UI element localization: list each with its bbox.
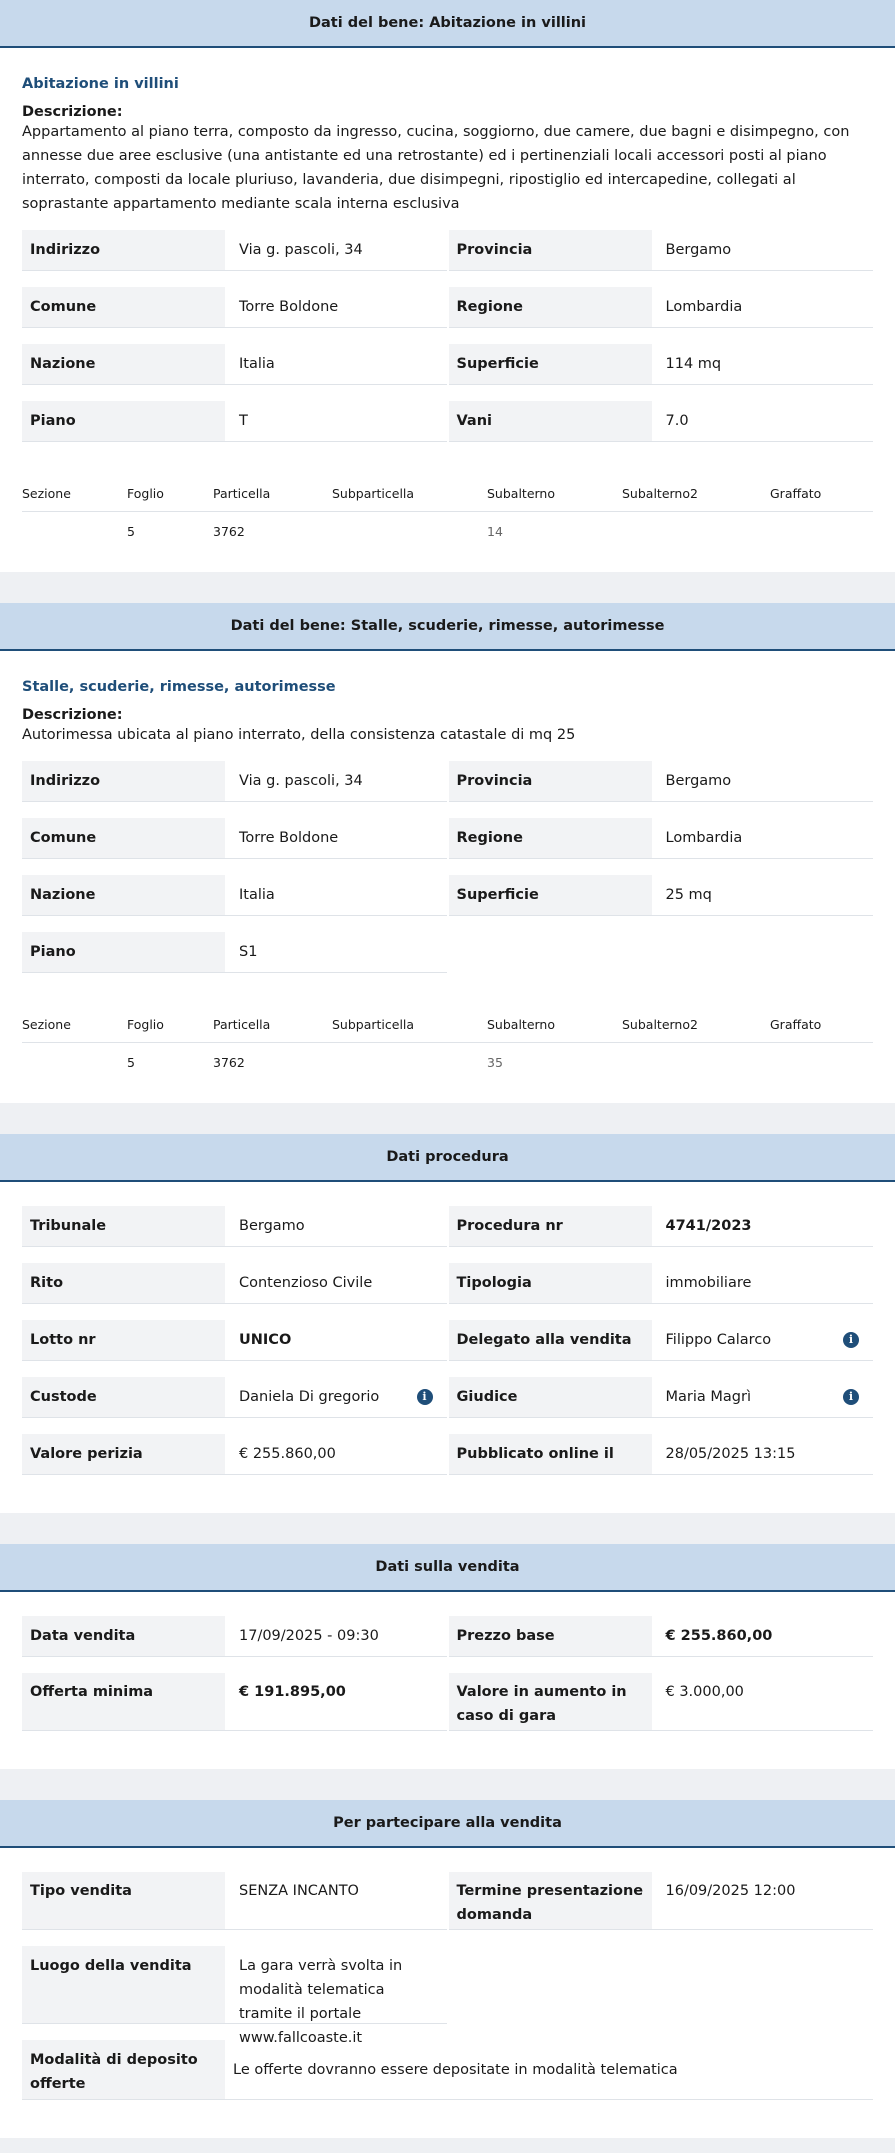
field-value bbox=[652, 1377, 874, 1417]
catasto-col-particella: Particella bbox=[213, 486, 271, 501]
field-procedura-nr bbox=[449, 1206, 874, 1247]
procedura-header: Dati procedura bbox=[0, 1134, 895, 1182]
field-label: Superficie bbox=[449, 344, 652, 384]
catasto-cell: 5 bbox=[127, 523, 135, 539]
info-icon[interactable]: i bbox=[417, 1389, 433, 1405]
catasto-col-subparticella: Subparticella bbox=[332, 486, 415, 501]
field-value: La gara verrà svolta in modalità telematica tramite il portale www.fallcoaste.it bbox=[239, 1958, 403, 2046]
catasto-col-graffato: Graffato bbox=[770, 1017, 822, 1032]
field-tipo-vendita bbox=[22, 1872, 447, 1930]
bene-card-2 bbox=[0, 603, 895, 1103]
giudice-name: Maria Magrì bbox=[665, 1389, 751, 1405]
field-label: Procedura nr bbox=[449, 1206, 652, 1246]
field-label: Regione bbox=[449, 818, 652, 858]
field-value: € 255.860,00 bbox=[239, 1446, 336, 1462]
field-value: SENZA INCANTO bbox=[239, 1883, 359, 1899]
field-value: Lombardia bbox=[665, 830, 743, 846]
catasto-cell: 14 bbox=[487, 523, 503, 539]
catasto-col-foglio: Foglio bbox=[127, 1017, 164, 1032]
field-comune bbox=[22, 287, 447, 328]
field-label: Indirizzo bbox=[22, 761, 225, 801]
field-modalita-deposito bbox=[22, 2040, 873, 2100]
field-label: Offerta minima bbox=[22, 1673, 225, 1730]
field-value: S1 bbox=[239, 944, 258, 960]
field-piano bbox=[22, 932, 447, 973]
catasto-col-subalterno: Subalterno bbox=[487, 486, 556, 501]
field-provincia bbox=[449, 761, 874, 802]
field-comune bbox=[22, 818, 447, 859]
field-nazione bbox=[22, 875, 447, 916]
catasto-col-particella: Particella bbox=[213, 1017, 271, 1032]
field-data-vendita bbox=[22, 1616, 447, 1657]
field-value: Via g. pascoli, 34 bbox=[239, 773, 363, 789]
catasto-col-sezione: Sezione bbox=[22, 1017, 71, 1032]
catasto-col-graffato: Graffato bbox=[770, 486, 822, 501]
catasto-cell: 35 bbox=[487, 1054, 503, 1070]
procedura-card bbox=[0, 1134, 895, 1513]
field-value: Torre Boldone bbox=[239, 830, 339, 846]
field-tipologia bbox=[449, 1263, 874, 1304]
field-label: Pubblicato online il bbox=[449, 1434, 652, 1474]
field-piano bbox=[22, 401, 447, 442]
field-label: Piano bbox=[22, 932, 225, 972]
field-value: € 191.895,00 bbox=[239, 1684, 346, 1700]
field-label: Tipo vendita bbox=[22, 1872, 225, 1929]
field-value: Le offerte dovranno essere depositate in modalità telematica bbox=[233, 2061, 678, 2078]
field-value: 16/09/2025 12:00 bbox=[665, 1883, 796, 1899]
field-label: Nazione bbox=[22, 344, 225, 384]
field-custode bbox=[22, 1377, 447, 1418]
field-superficie bbox=[449, 344, 874, 385]
field-label: Luogo della vendita bbox=[22, 1946, 225, 2023]
bene-title: Abitazione in villini bbox=[22, 76, 179, 92]
field-label: Tribunale bbox=[22, 1206, 225, 1246]
field-label: Comune bbox=[22, 287, 225, 327]
field-label: Giudice bbox=[449, 1377, 652, 1417]
field-label: Piano bbox=[22, 401, 225, 441]
field-tribunale bbox=[22, 1206, 447, 1247]
field-giudice bbox=[449, 1377, 874, 1418]
field-value: immobiliare bbox=[665, 1275, 752, 1291]
vendita-card bbox=[0, 1544, 895, 1769]
field-value: 17/09/2025 - 09:30 bbox=[239, 1628, 379, 1644]
bene-header: Dati del bene: Abitazione in villini bbox=[0, 0, 895, 48]
info-icon[interactable]: i bbox=[843, 1389, 859, 1405]
field-label: Vani bbox=[449, 401, 652, 441]
catasto-cell: 5 bbox=[127, 1054, 135, 1070]
field-value bbox=[652, 1320, 874, 1360]
field-value: T bbox=[239, 413, 248, 429]
field-label: Superficie bbox=[449, 875, 652, 915]
catasto-header-row bbox=[22, 476, 873, 512]
info-icon[interactable]: i bbox=[843, 1332, 859, 1348]
field-value: € 3.000,00 bbox=[665, 1684, 744, 1700]
field-label: Lotto nr bbox=[22, 1320, 225, 1360]
catasto-header-row bbox=[22, 1007, 873, 1043]
field-vani bbox=[449, 401, 874, 442]
field-value: 7.0 bbox=[665, 413, 689, 429]
description-label: Descrizione: bbox=[22, 104, 123, 120]
field-regione bbox=[449, 287, 874, 328]
description-text: Appartamento al piano terra, composto da ingresso, cucina, soggiorno, due camere, due bagni e disimpegno, con annesse due aree esclusive (una antistante ed una retrostante) ed i pertinenziali locali accessori posti al piano interrato, composti da locale pluriuso, lavanderia, due disimpegni, ripostiglio ed intercapedine, collegati al soprastante appartamento mediante scala interna esclusiva bbox=[22, 124, 850, 212]
catasto-col-subalterno2: Subalterno2 bbox=[622, 1017, 698, 1032]
catasto-cell: 3762 bbox=[213, 1054, 245, 1070]
field-delegato bbox=[449, 1320, 874, 1361]
description-text: Autorimessa ubicata al piano interrato, della consistenza catastale di mq 25 bbox=[22, 727, 576, 743]
field-value bbox=[225, 1377, 447, 1417]
partecipare-card bbox=[0, 1800, 895, 2138]
field-value: Bergamo bbox=[239, 1218, 305, 1234]
field-indirizzo bbox=[22, 761, 447, 802]
catasto-row bbox=[22, 1043, 873, 1081]
field-label: Rito bbox=[22, 1263, 225, 1303]
field-value: Bergamo bbox=[665, 773, 732, 789]
custode-name: Daniela Di gregorio bbox=[239, 1389, 380, 1405]
field-label: Provincia bbox=[449, 230, 652, 270]
field-value: 114 mq bbox=[665, 356, 722, 372]
field-label: Termine presentazione domanda bbox=[449, 1872, 652, 1929]
field-value: UNICO bbox=[239, 1332, 292, 1348]
field-label: Valore in aumento in caso di gara bbox=[449, 1673, 652, 1730]
catasto-col-subparticella: Subparticella bbox=[332, 1017, 415, 1032]
field-value: Lombardia bbox=[665, 299, 743, 315]
field-label: Data vendita bbox=[22, 1616, 225, 1656]
field-label: Modalità di deposito offerte bbox=[22, 2040, 225, 2099]
field-value: Via g. pascoli, 34 bbox=[239, 242, 363, 258]
description-label: Descrizione: bbox=[22, 707, 123, 723]
field-label: Valore perizia bbox=[22, 1434, 225, 1474]
field-label: Indirizzo bbox=[22, 230, 225, 270]
bene-title: Stalle, scuderie, rimesse, autorimesse bbox=[22, 679, 336, 695]
field-valore-perizia bbox=[22, 1434, 447, 1475]
field-value: Contenzioso Civile bbox=[239, 1275, 373, 1291]
catasto-cell: 3762 bbox=[213, 523, 245, 539]
field-pubblicato bbox=[449, 1434, 874, 1475]
partecipare-header: Per partecipare alla vendita bbox=[0, 1800, 895, 1848]
field-termine bbox=[449, 1872, 874, 1930]
delegato-name: Filippo Calarco bbox=[665, 1332, 772, 1348]
field-regione bbox=[449, 818, 874, 859]
catasto-col-subalterno2: Subalterno2 bbox=[622, 486, 698, 501]
field-value: 25 mq bbox=[665, 887, 712, 903]
bene-header: Dati del bene: Stalle, scuderie, rimesse, autorimesse bbox=[0, 603, 895, 651]
field-prezzo-base bbox=[449, 1616, 874, 1657]
field-valore-aumento bbox=[449, 1673, 874, 1731]
field-label: Delegato alla vendita bbox=[449, 1320, 652, 1360]
field-lotto-nr bbox=[22, 1320, 447, 1361]
field-provincia bbox=[449, 230, 874, 271]
catasto-row bbox=[22, 512, 873, 550]
catasto-col-foglio: Foglio bbox=[127, 486, 164, 501]
field-label: Regione bbox=[449, 287, 652, 327]
bene-card-1 bbox=[0, 0, 895, 572]
field-label: Provincia bbox=[449, 761, 652, 801]
catasto-col-sezione: Sezione bbox=[22, 486, 71, 501]
field-rito bbox=[22, 1263, 447, 1304]
field-label: Comune bbox=[22, 818, 225, 858]
field-value: € 255.860,00 bbox=[665, 1628, 773, 1644]
vendita-header: Dati sulla vendita bbox=[0, 1544, 895, 1592]
field-superficie bbox=[449, 875, 874, 916]
field-value: 28/05/2025 13:15 bbox=[665, 1446, 796, 1462]
field-label: Nazione bbox=[22, 875, 225, 915]
field-value: Torre Boldone bbox=[239, 299, 339, 315]
field-value: Bergamo bbox=[665, 242, 732, 258]
field-label: Prezzo base bbox=[449, 1616, 652, 1656]
field-value: 4741/2023 bbox=[665, 1218, 752, 1234]
field-label: Tipologia bbox=[449, 1263, 652, 1303]
field-nazione bbox=[22, 344, 447, 385]
field-offerta-minima bbox=[22, 1673, 447, 1731]
field-luogo-vendita bbox=[22, 1946, 447, 2046]
field-value: Italia bbox=[239, 356, 275, 372]
field-value: Italia bbox=[239, 887, 275, 903]
field-label: Custode bbox=[22, 1377, 225, 1417]
field-indirizzo bbox=[22, 230, 447, 271]
catasto-col-subalterno: Subalterno bbox=[487, 1017, 556, 1032]
